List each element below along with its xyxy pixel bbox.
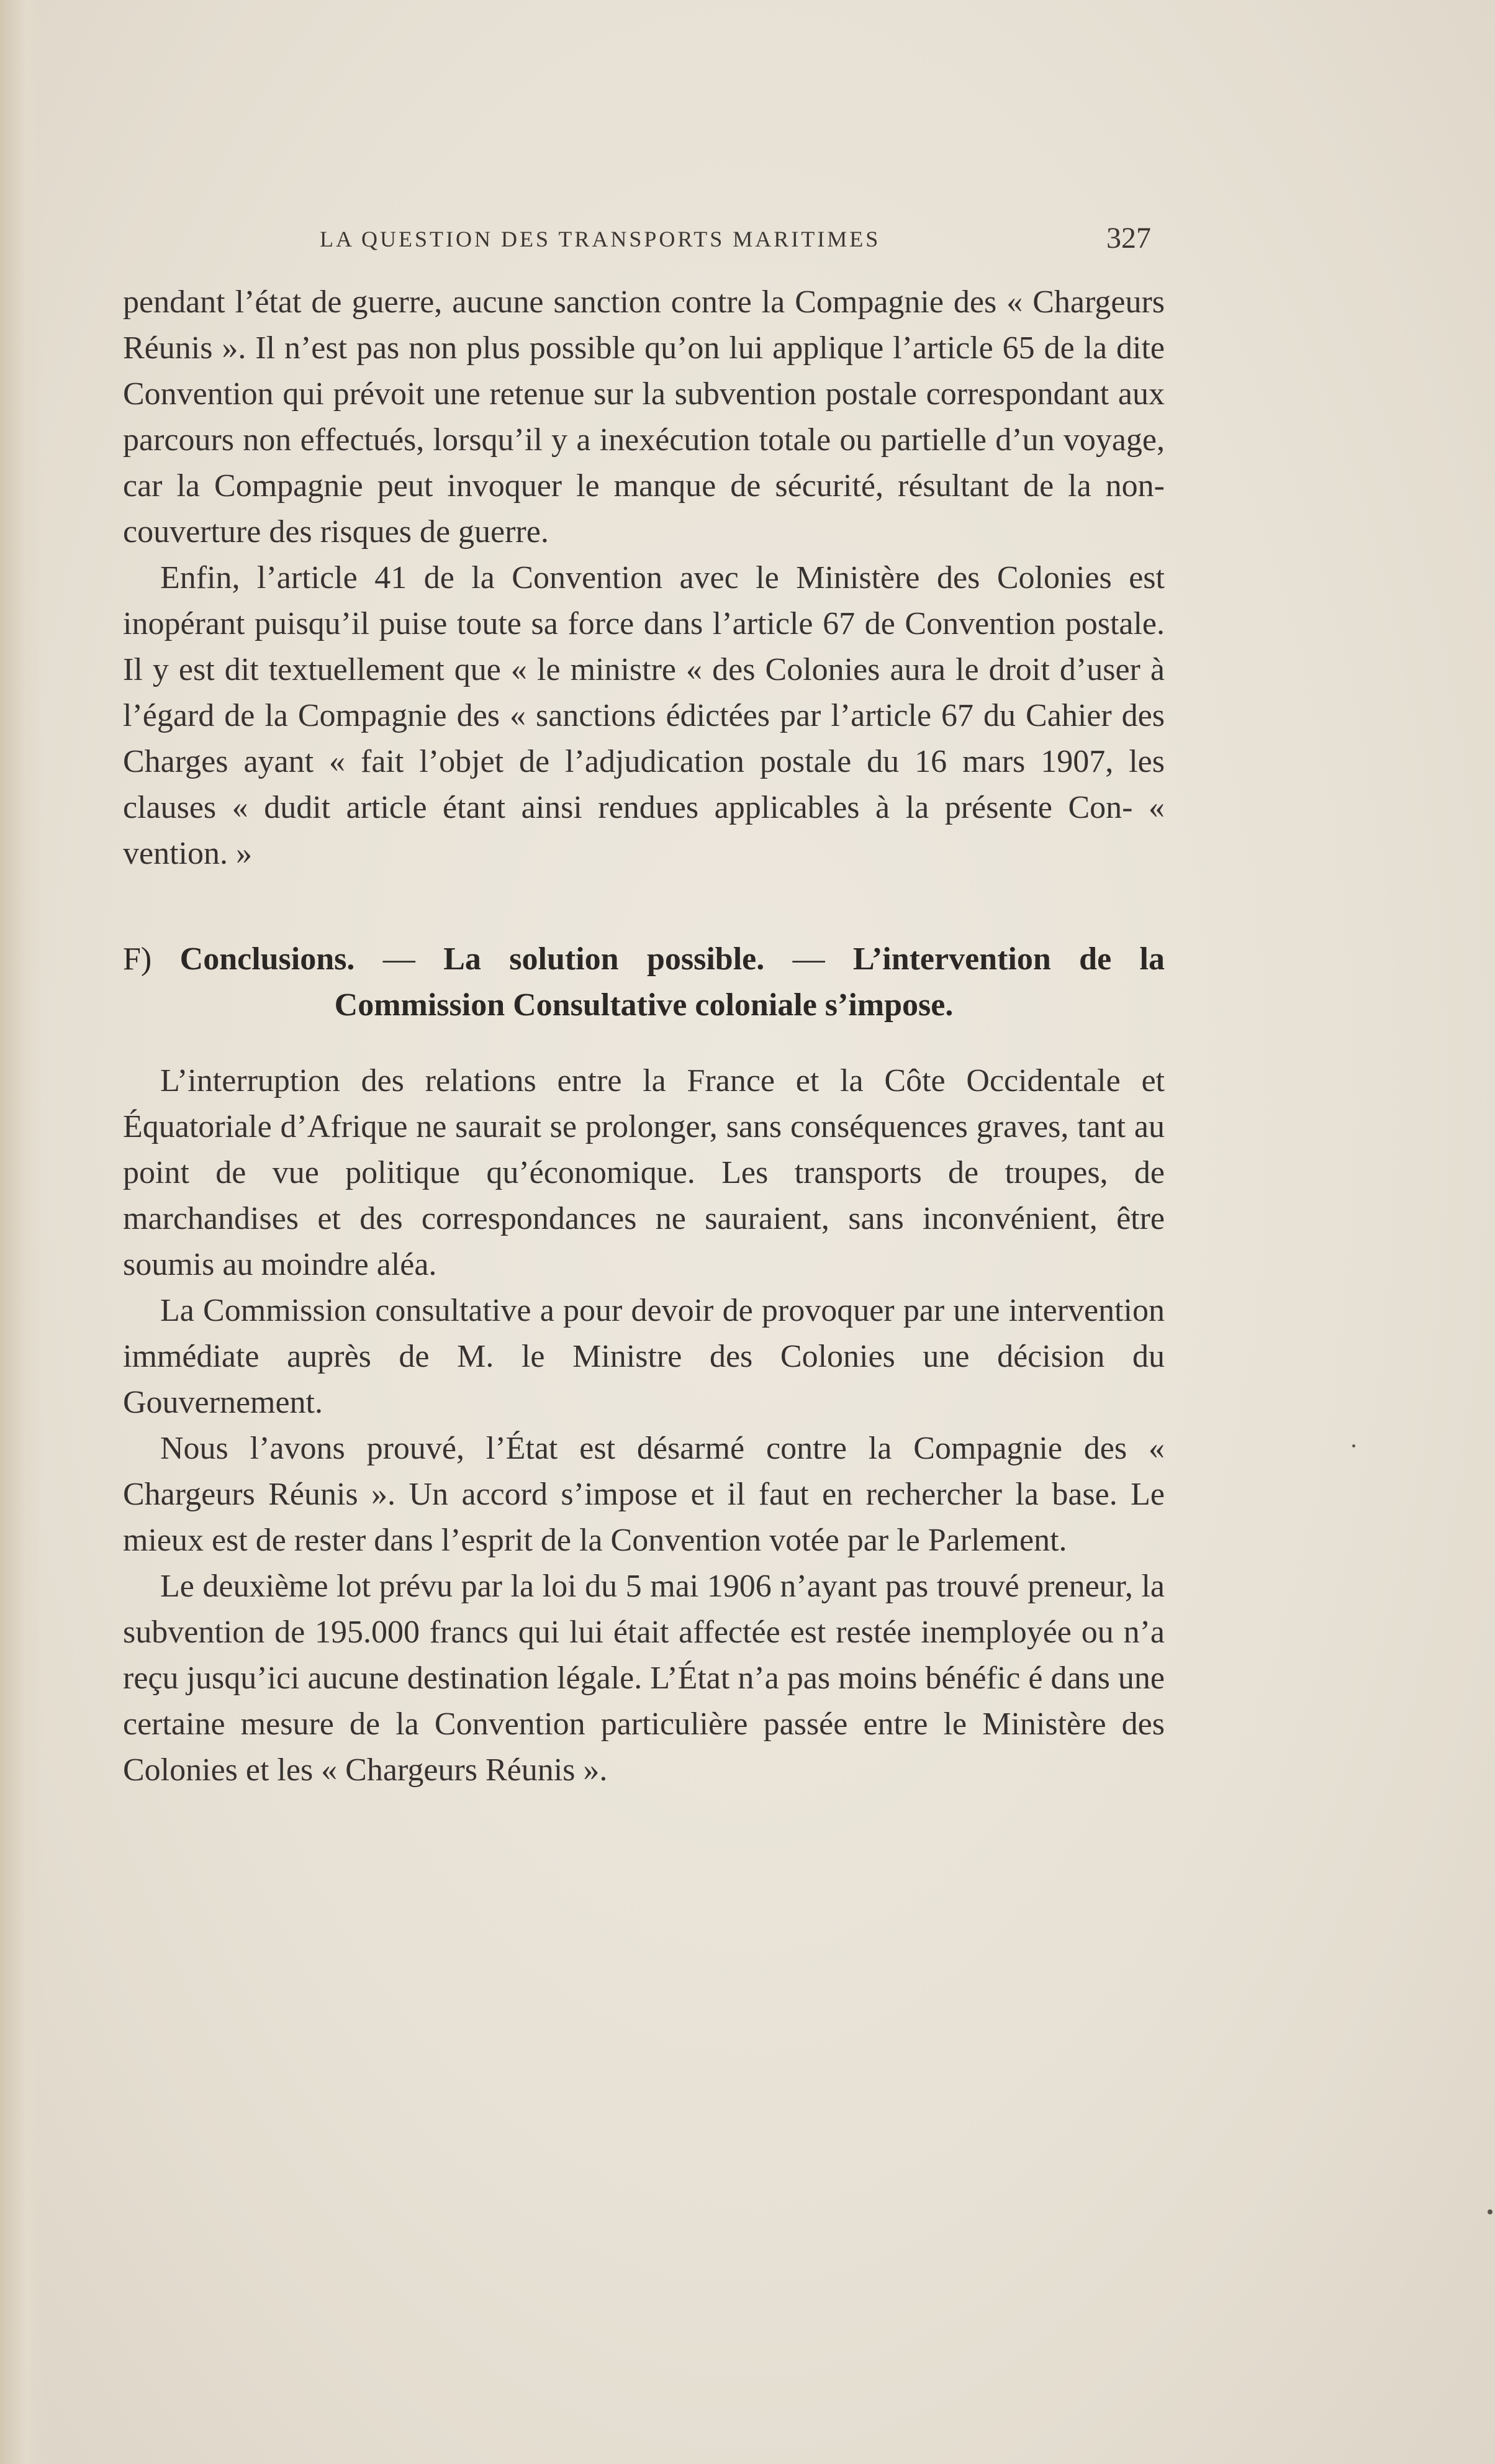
paragraph: pendant l’état de guerre, aucune sanction contre la Compagnie des « Chargeurs Réunis ». Il n’est pas non plus possible qu’on lui applique l’article 65 de la dite Convention qui prévoit une retenue sur la subvention postale correspondant aux parcours non effectués, lorsqu’il y a inexécution totale ou partielle d’un voyage, car la Compagnie peut invoquer le manque de sécurité, résultant de la non-couverture des risques de guerre.	[123, 284, 1165, 550]
section-separator: —	[792, 941, 825, 977]
section-heading-line-1	[123, 936, 1165, 982]
paragraph: Enfin, l’article 41 de la Convention avec le Ministère des Colonies est inopérant puisqu’il puise toute sa force dans l’article 67 de Convention postale. Il y est dit textuellement que « le ministre « des Colonies aura le droit d’user à l’égard de la Compagnie des « sanctions édictées par l’article 67 du Cahier des Charges ayant « fait l’objet de l’adjudication postale du 16 mars 1907, les clauses « dudit article étant ainsi rendues applicables à la présente Con- « vention. »	[123, 560, 1165, 871]
page-binding-shadow	[0, 0, 43, 2464]
section-title-conclusions: Conclusions.	[179, 941, 355, 977]
paper-speck	[1352, 1444, 1355, 1447]
section-title-solution: La solution possible.	[443, 941, 765, 977]
body-text	[123, 279, 1165, 1793]
section-title-intervention: L’intervention de la	[853, 941, 1165, 977]
paragraph: L’interruption des relations entre la France et la Côte Occidentale et Équatoriale d’Afrique ne saurait se prolonger, sans conséquences graves, tant au point de vue politique qu’économique. Les transports de troupes, de marchandises et des correspondances ne sauraient, sans inconvénient, être soumis au moindre aléa.	[123, 1063, 1165, 1282]
section-heading	[123, 936, 1165, 1028]
running-header-title: LA QUESTION DES TRANSPORTS MARITIMES	[320, 227, 881, 251]
section-separator: —	[382, 941, 415, 977]
paragraph: Nous l’avons prouvé, l’État est désarmé contre la Compagnie des « Chargeurs Réunis ». Un accord s’impose et il faut en rechercher la base. Le mieux est de rester dans l’esprit de la Convention votée par le Parlement.	[123, 1431, 1165, 1558]
section-label: F)	[123, 941, 152, 977]
section-heading-line-2	[123, 982, 1165, 1028]
paper-speck	[1488, 2209, 1493, 2214]
page-number: 327	[1106, 222, 1151, 255]
section-title-commission: Commission Consultative coloniale s’impose.	[334, 987, 954, 1023]
paragraph: Le deuxième lot prévu par la loi du 5 mai 1906 n’ayant pas trouvé preneur, la subvention de 195.000 francs qui lui était affectée est restée inemployée ou n’a reçu jusqu’ici aucune destination légale. L’État n’a pas moins bénéfic é dans une certaine mesure de la Convention particulière passée entre le Ministère des Colonies et les « Chargeurs Réunis ».	[123, 1569, 1165, 1788]
paragraph: La Commission consultative a pour devoir de provoquer par une intervention immédiate auprès de M. le Ministre des Colonies une décision du Gouvernement.	[123, 1293, 1165, 1420]
